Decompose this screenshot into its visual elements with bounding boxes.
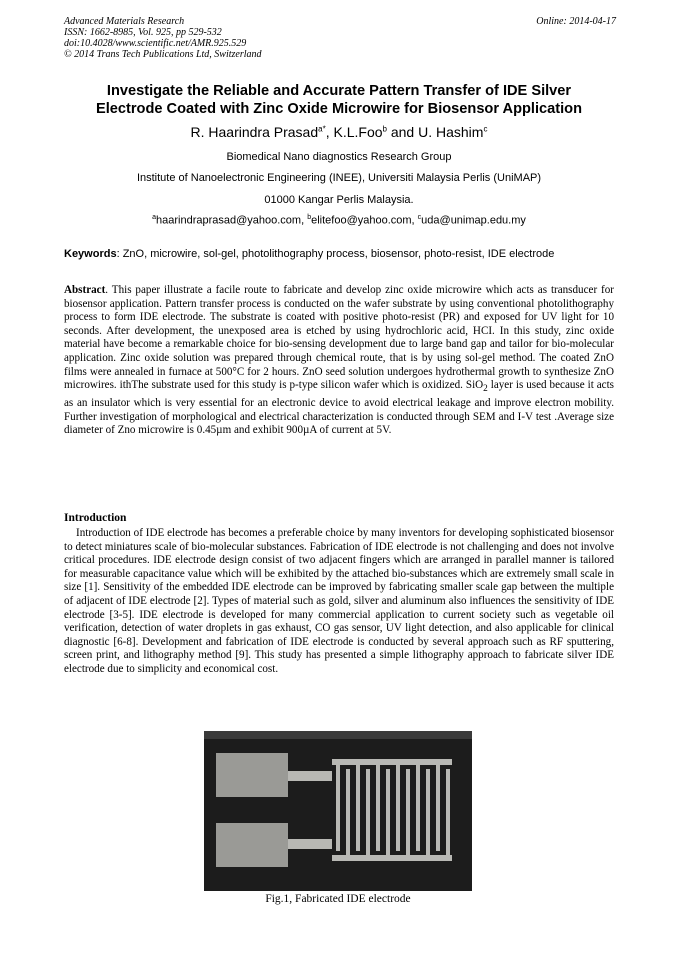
author-3-sup: c <box>483 124 488 134</box>
ide-electrode-drawing <box>204 731 472 891</box>
affiliation-line-2: Institute of Nanoelectronic Engineering (INEE), Universiti Malaysia Perlis (UniMAP) <box>136 172 542 184</box>
keywords-section <box>64 248 612 261</box>
author-1: R. Haarindra Prasad <box>190 124 319 140</box>
email-a[interactable]: haarindraprasad@yahoo.com, <box>156 214 308 227</box>
introduction-text: Introduction of IDE electrode has becomes a preferable choice by many inventors for developing sophisticated biosensor to detect miniatures scale of bio-molecular substances. Fabrication of IDE electrode is not challenging and does not involve critical procedures. IDE electrode design consist of two adjacent fingers which are arranged in parallel manner is tailored for measurable capacitance value which will be exhibited by the attached bio-substances which are extremely small scale in size [1]. Sensitivity of the embedded IDE electrode can be improved by fabricating smaller scale gap between the multiple of adjacent of IDE electrode [2]. Types of material such as gold, silver and aluminum also influences the sensitivity of IDE electrode [3-5]. IDE electrode is developed for many commercial application to current society such as vegetable oil verification, detection of water droplets in gas exhaust, CO gas sensor, UV light detection, and also applicable for clinical diagnostic [6-8]. Development and fabrication of IDE electrode is conducted by several approach such as RF sputtering, screen print, and lithography method [9]. This study has presented a simple lithography approach to fabricate silver IDE electrode due to simplicity and economical cost. <box>64 527 614 675</box>
email-c-sup: c <box>417 214 422 221</box>
author-1-sup: a* <box>318 124 326 134</box>
finger-bottom <box>426 769 430 861</box>
copyright-line: © 2014 Trans Tech Publications Ltd, Switzerland <box>64 49 262 60</box>
author-separator-1: , <box>325 124 334 140</box>
finger-top <box>336 759 340 851</box>
finger-top <box>376 759 380 851</box>
title-line-1: Investigate the Reliable and Accurate Pattern Transfer of IDE Silver <box>106 83 572 99</box>
email-b-sup: b <box>307 214 312 221</box>
author-2: K.L.Foo <box>333 124 383 140</box>
finger-bottom <box>446 769 450 861</box>
author-2-sup: b <box>382 124 387 134</box>
author-list <box>40 124 638 140</box>
email-b[interactable]: elitefoo@yahoo.com, <box>311 214 418 227</box>
running-header <box>64 16 624 60</box>
keywords-label: Keywords <box>64 248 117 260</box>
finger-bottom <box>386 769 390 861</box>
author-3: U. Hashim <box>418 124 484 140</box>
author-separator-2: and <box>386 124 419 140</box>
issn-line: ISSN: 1662-8985, Vol. 925, pp 529-532 <box>64 27 222 38</box>
abstract-text-2: layer is used because it acts as an insulator which is very essential for an electronic device to avoid electrical leakage and improve electron mobility. Further investigation of morphological and electrical characterization is conducted through SEM and I-V test .Average size diameter of Zno microwire is 0.45µm and exhibit 900µA of current at 5V. <box>64 379 614 437</box>
finger-bottom <box>406 769 410 861</box>
photo-top-edge <box>204 731 472 739</box>
contact-pad-top <box>216 753 288 797</box>
email-line <box>40 214 638 227</box>
figure-caption: Fig.1, Fabricated IDE electrode <box>265 893 411 905</box>
ide-electrode-photo <box>204 731 472 891</box>
finger-bottom <box>366 769 370 861</box>
finger-bottom <box>346 769 350 861</box>
contact-pad-bottom <box>216 823 288 867</box>
doi-line: doi:10.4028/www.scientific.net/AMR.925.529 <box>64 38 247 49</box>
journal-name: Advanced Materials Research <box>64 16 185 27</box>
finger-top <box>436 759 440 851</box>
online-date: Online: 2014-04-17 <box>536 16 616 27</box>
paper-title <box>40 82 638 118</box>
introduction-heading: Introduction <box>64 512 127 524</box>
affiliation-line-1: Biomedical Nano diagnostics Research Group <box>226 151 452 163</box>
abstract-text-1: . This paper illustrate a facile route to fabricate and develop zinc oxide microwire which acts as transducer for biosensor application. Pattern transfer process is conducted on the wafer substrate by using conventional photolithography process to form IDE electrode. The substrate is coated with positive photo-resist (PR) and exposed for UV light for 10 seconds. After development, the unexposed area is etched by using hydrochloric acid, HCI. In this study, zinc oxide material have become a remarkable choice for bio-sensing development due to large band gap and tailor for bio-molecular application. Zinc oxide solution was prepared through chemical route, that is by using sol-gel method. The coated ZnO films were annealed in furnace at 500°C for 2 hours. ZnO seed solution undergoes hydrothermal growth to synthesize ZnO microwires. ithThe substrate used for this study is p-type silicon wafer which is oxidized. SiO <box>64 284 614 392</box>
abstract-label: Abstract <box>64 284 106 296</box>
affiliation-line-3: 01000 Kangar Perlis Malaysia. <box>264 194 414 206</box>
title-line-2: Electrode Coated with Zinc Oxide Microwire for Biosensor Application <box>96 101 582 117</box>
finger-top <box>416 759 420 851</box>
lead-top <box>288 771 332 781</box>
bus-bar-top <box>332 759 452 765</box>
abstract-section <box>64 284 614 438</box>
lead-bottom <box>288 839 332 849</box>
finger-top <box>356 759 360 851</box>
keywords-text: : ZnO, microwire, sol-gel, photolithography process, biosensor, photo-resist, IDE electrode <box>116 248 555 260</box>
email-c[interactable]: uda@unimap.edu.my <box>421 214 526 227</box>
finger-top <box>396 759 400 851</box>
email-a-sup: a <box>152 214 156 221</box>
abstract-subscript: 2 <box>483 384 488 395</box>
